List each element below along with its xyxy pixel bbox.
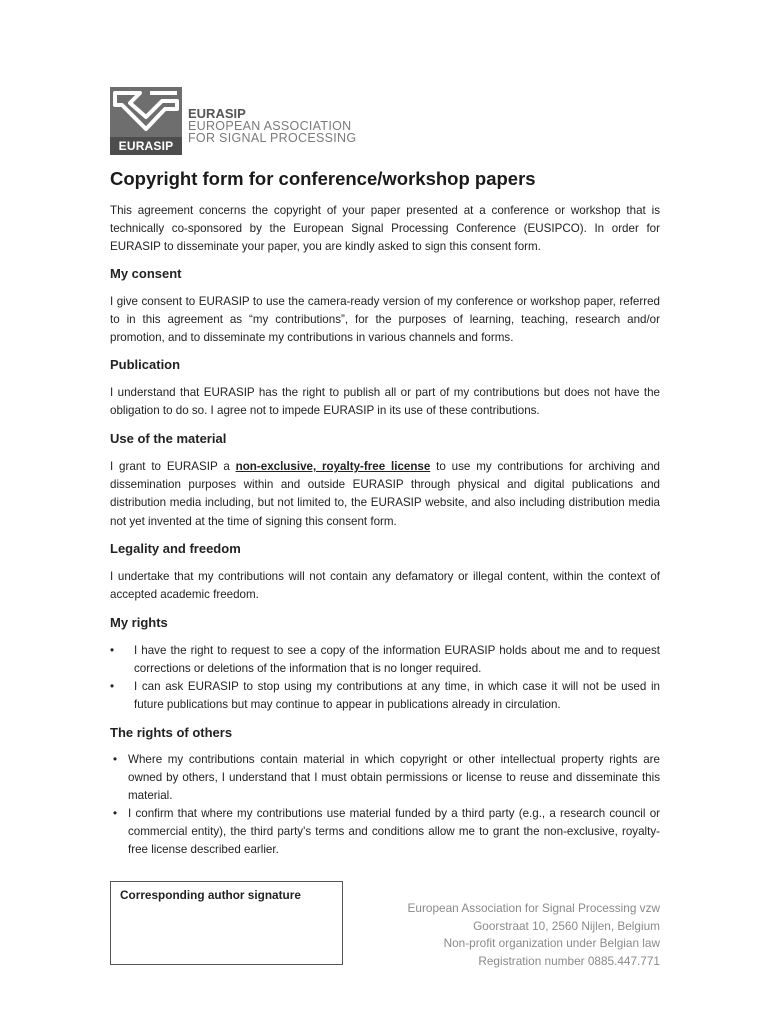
others-list-item — [110, 805, 660, 860]
bullet-icon: • — [110, 644, 115, 657]
heading-rights-of-others: The rights of others — [110, 725, 233, 740]
logo-handshake-icon — [110, 87, 182, 137]
others-item-text: I confirm that where my contributions use material funded by a third party (e.g., a research council or commercial entity), the third party's terms and conditions allow me to grant the non-exclusive, royalty-free license described earlier. — [128, 807, 660, 857]
bullet-icon: • — [113, 753, 118, 766]
publication-paragraph: I understand that EURASIP has the right to publish all or part of my contributions but does not have the obligation to do so. I agree not to impede EURASIP in its use of these contributions. — [110, 386, 660, 418]
heading-use-of-material: Use of the material — [110, 431, 227, 446]
use-paragraph — [110, 458, 660, 531]
logo-line-1: EURASIP — [188, 106, 246, 121]
eurasip-logo — [110, 87, 370, 155]
logo-line-3: FOR SIGNAL PROCESSING — [188, 131, 357, 145]
logo-line-2: EUROPEAN ASSOCIATION — [188, 119, 352, 133]
license-link[interactable]: non-exclusive, royalty-free license — [235, 460, 431, 473]
address-line-3: Non-profit organization under Belgian law — [443, 936, 660, 950]
address-line-1: European Association for Signal Processing vzw — [407, 901, 660, 915]
bullet-icon: • — [113, 807, 118, 820]
logo-box-word: EURASIP — [110, 137, 182, 155]
intro-paragraph: This agreement concerns the copyright of your paper presented at a conference or workshop that is technically co-sponsored by the European Signal Processing Conference (EUSIPCO). In order for EURASIP to disseminate your paper, you are kindly asked to sign this consent form. — [110, 204, 660, 254]
logo-emblem — [110, 87, 182, 155]
heading-my-consent: My consent — [110, 266, 182, 281]
rights-item-text: I can ask EURASIP to stop using my contributions at any time, in which case it will not be used in future publications but may continue to appear in publications already in circulation. — [134, 680, 660, 712]
logo-text — [188, 107, 356, 144]
use-text-after: to use my contributions for archiving and dissemination purposes within and outside EURASIP through physical and digital publications and distribution media including, but not limited to, the EURASIP website, and also including distribution media not yet invented at the time of signing this consent form. — [110, 460, 661, 528]
rights-list-item — [110, 642, 660, 678]
heading-my-rights: My rights — [110, 615, 168, 630]
signature-label: Corresponding author signature — [120, 888, 301, 902]
footer-address — [408, 900, 660, 970]
address-line-4: Registration number 0885.447.771 — [478, 953, 660, 968]
address-line-2: Goorstraat 10, 2560 Nijlen, Belgium — [473, 918, 660, 933]
rights-item-text: I have the right to request to see a copy of the information EURASIP holds about me and to request corrections or deletions of the information that is no longer required. — [134, 644, 660, 676]
signature-field[interactable] — [110, 881, 343, 965]
rights-list-item — [110, 678, 660, 714]
use-text-before: I grant to EURASIP a — [110, 460, 236, 473]
consent-paragraph: I give consent to EURASIP to use the camera-ready version of my conference or workshop paper, referred to in this agreement as “my contributions”, for the purposes of learning, teaching, research and/or promotion, and to disseminate my contributions in various channels and forms. — [110, 295, 660, 345]
others-list-item — [110, 751, 660, 806]
page-title: Copyright form for conference/workshop papers — [110, 168, 536, 189]
legality-paragraph: I undertake that my contributions will not contain any defamatory or illegal content, within the context of accepted academic freedom. — [110, 570, 660, 602]
heading-publication: Publication — [110, 357, 181, 372]
heading-legality: Legality and freedom — [110, 541, 241, 556]
bullet-icon: • — [110, 680, 115, 693]
others-item-text: Where my contributions contain material in which copyright or other intellectual property rights are owned by others, I understand that I must obtain permissions or license to reuse and disseminate this material. — [128, 753, 660, 803]
